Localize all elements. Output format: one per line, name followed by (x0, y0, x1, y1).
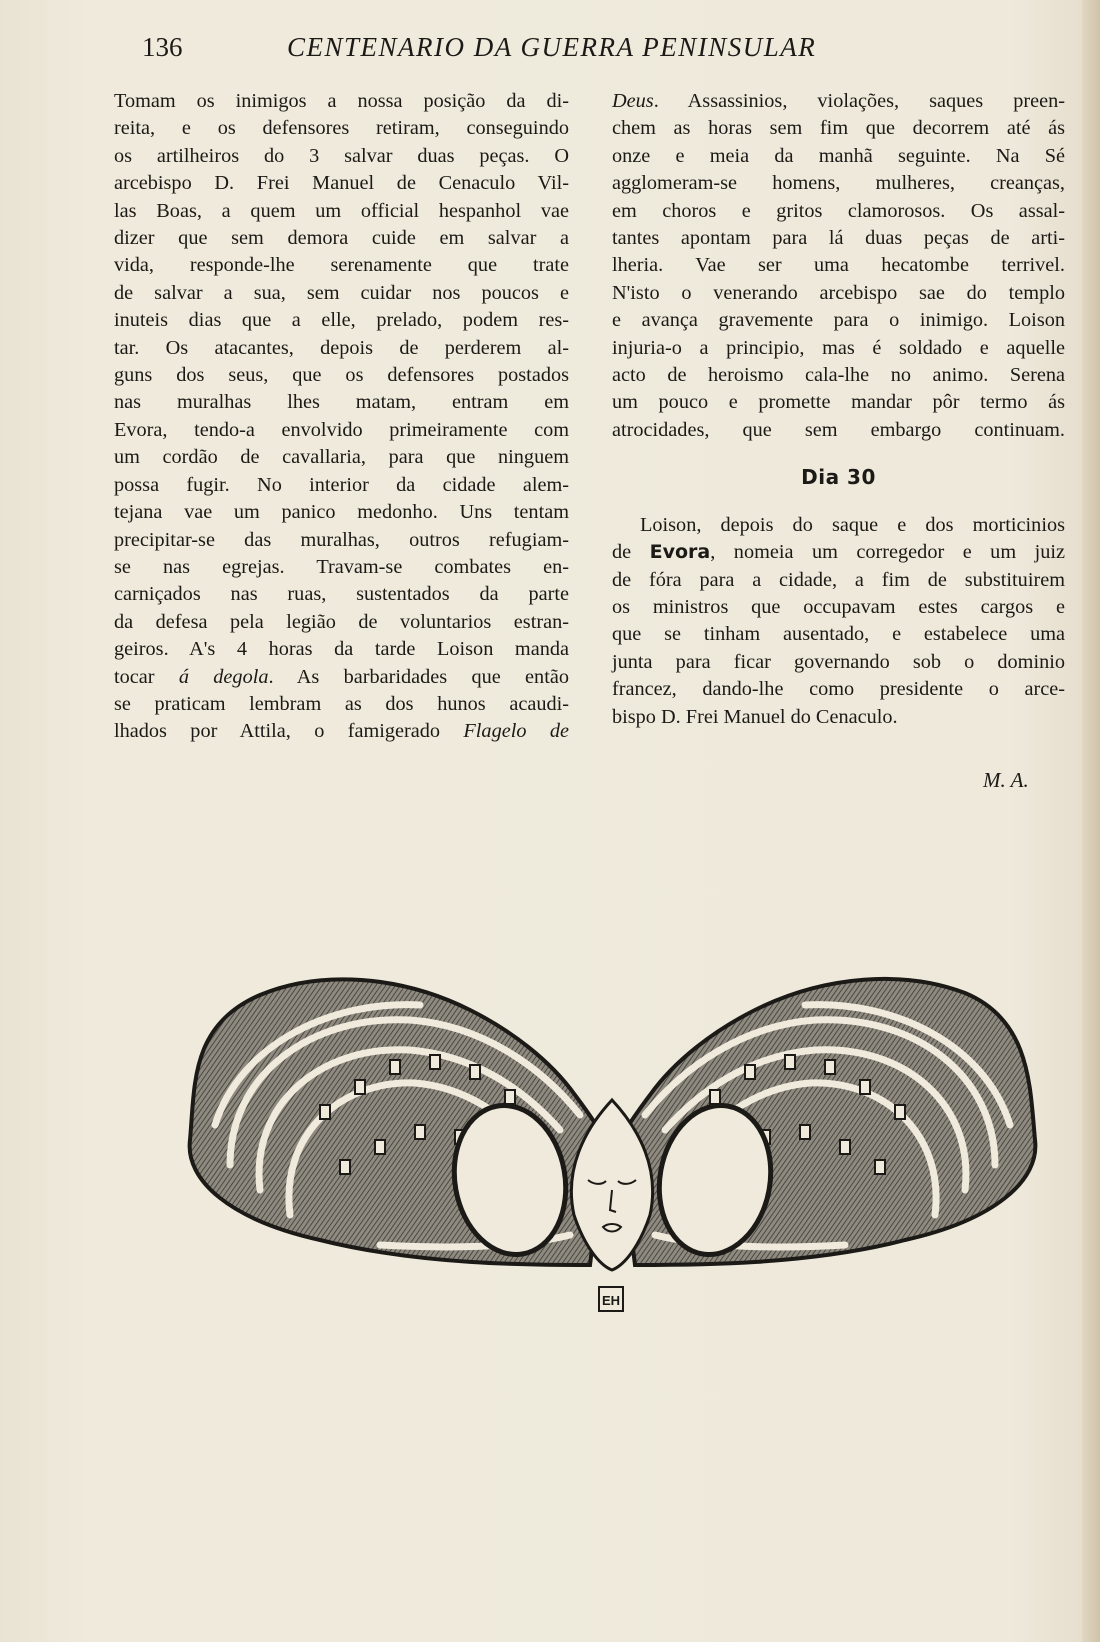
text-line: injuria-o a principio, mas é soldado e aquelle (612, 336, 1065, 359)
text-line: bispo D. Frei Manuel do Cenaculo. (612, 705, 898, 728)
art-nouveau-ornament (170, 965, 1060, 1405)
section-heading: Dia 30 (801, 465, 876, 490)
text-line: francez, dando-lhe como presidente o arce- (612, 678, 1065, 701)
text-line: geiros. A's 4 horas da tarde Loison manda (114, 638, 569, 661)
text-line: Evora, tendo-a envolvido primeiramente com (114, 418, 569, 441)
text-line: em choros e gritos clamorosos. Os assal- (612, 199, 1065, 222)
text-line: agglomeram-se homens, mulheres, creanças, (612, 172, 1065, 195)
text-fragment: . As barbaridades que então (268, 665, 569, 688)
text-line (612, 539, 1065, 566)
text-line (114, 718, 569, 745)
text-line: arcebispo D. Frei Manuel de Cenaculo Vil- (114, 172, 569, 195)
left-column (114, 88, 569, 746)
text-fragment: tocar (114, 665, 155, 688)
paragraph (114, 88, 569, 746)
text-line: junta para ficar governando sob o dominio (612, 650, 1065, 673)
text-line: carniçados nas ruas, sustentados da parte (114, 583, 569, 606)
text-line: Tomam os inimigos a nossa posição da di- (114, 90, 569, 112)
text-line: guns dos seus, que os defensores postados (114, 364, 569, 387)
text-line: os ministros que occupavam estes cargos e (612, 595, 1065, 618)
page-edge (1082, 0, 1100, 1642)
text-line (612, 88, 1065, 115)
text-fragment: de (612, 541, 632, 564)
text-line: reita, e os defensores retiram, conseguindo (114, 117, 569, 140)
text-line: onze e meia da manhã seguinte. Na Sé (612, 144, 1065, 167)
text-fragment: . Assassinios, violações, saques preen- (653, 90, 1065, 112)
text-line: Loison, depois do saque e dos morticinios (640, 513, 1065, 536)
italic-word: Deus (612, 90, 654, 112)
text-line: N'isto o venerando arcebispo sae do templo (612, 281, 1065, 304)
page-number: 136 (142, 32, 183, 62)
italic-phrase: Flagelo de (463, 720, 569, 743)
text-line: vida, responde-lhe serenamente que trate (114, 254, 569, 277)
text-line: tar. Os atacantes, depois de perderem al- (114, 336, 569, 359)
right-column (612, 88, 1065, 731)
page-header (112, 30, 990, 70)
author-signature: M. A. (983, 768, 1029, 792)
text-line: dizer que sem demora cuide em salvar a (114, 227, 569, 250)
text-line: possa fugir. No interior da cidade alem- (114, 473, 569, 496)
text-line: acto de heroismo cala-lhe no animo. Serena (612, 364, 1065, 387)
text-line: las Boas, a quem um official hespanhol vae (114, 199, 569, 222)
text-line: de fóra para a cidade, a fim de substituirem (612, 568, 1065, 591)
text-line: precipitar-se das muralhas, outros refugiam- (114, 528, 569, 551)
text-line: inuteis dias que a elle, prelado, podem res- (114, 309, 569, 332)
text-line: que se tinham ausentado, e estabelece uma (612, 623, 1065, 646)
text-line: se praticam lembram as dos hunos acaudi- (114, 692, 569, 715)
text-line: tejana vae um panico medonho. Uns tentam (114, 501, 569, 524)
text-line: tantes apontam para lá duas peças de arti- (612, 227, 1065, 250)
text-line: de salvar a sua, sem cuidar nos poucos e (114, 281, 569, 304)
text-line: chem as horas sem fim que decorrem até ás (612, 117, 1065, 140)
text-line: um pouco e promette mandar pôr termo ás (612, 391, 1065, 414)
monogram-icon (599, 1287, 623, 1311)
italic-phrase: á degola (178, 665, 269, 688)
text-line: se nas egrejas. Travam-se combates en- (114, 555, 569, 578)
paragraph (612, 512, 1065, 731)
text-line: atrocidades, que sem embargo continuam. (612, 418, 1065, 441)
running-title: CENTENARIO DA GUERRA PENINSULAR (287, 32, 817, 62)
text-line: um cordão de cavallaria, para que ninguem (114, 446, 569, 469)
text-fragment: , nomeia um corregedor e um juiz (710, 541, 1065, 564)
text-line: da defesa pela legião de voluntarios estran- (114, 610, 569, 633)
monogram-text: EH (601, 1293, 621, 1308)
text-line: lheria. Vae ser uma hecatombe terrivel. (612, 254, 1065, 277)
text-line (114, 664, 569, 691)
text-line: nas muralhas lhes matam, entram em (114, 391, 569, 414)
text-line: e avança gravemente para o inimigo. Loison (612, 309, 1065, 332)
paragraph (612, 88, 1065, 444)
text-fragment: lhados por Attila, o famigerado (114, 720, 441, 743)
text-line: os artilheiros do 3 salvar duas peças. O (114, 144, 569, 167)
place-name: Evora (649, 541, 711, 564)
